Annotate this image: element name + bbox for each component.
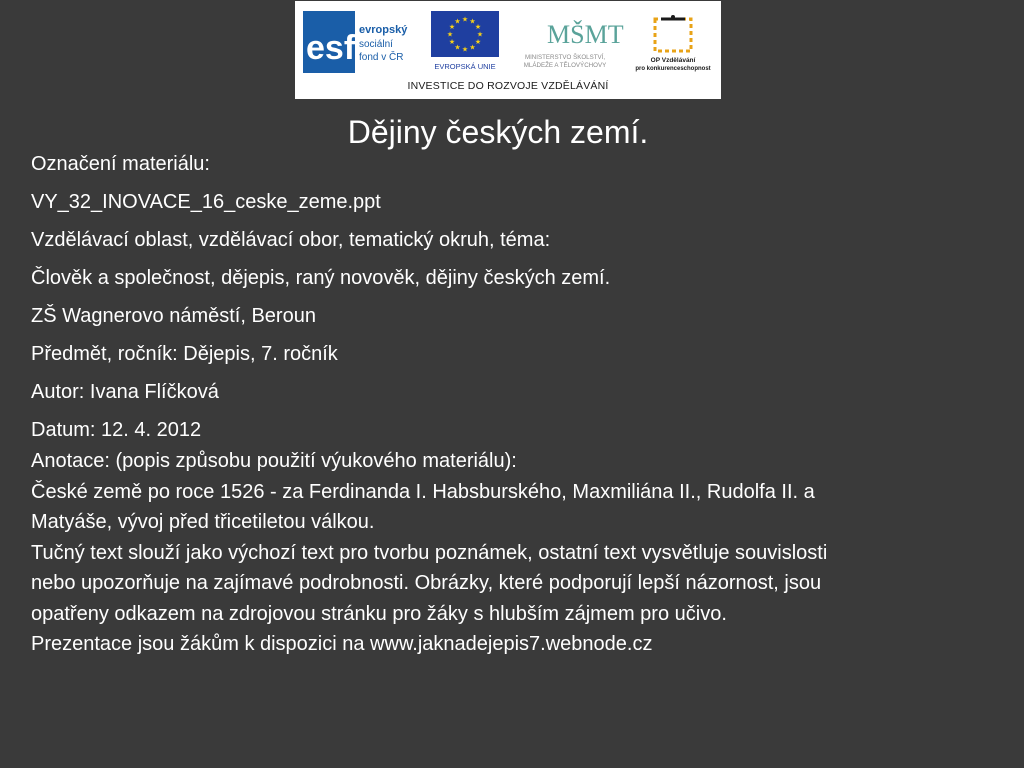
annotation-line: opatřeny odkazem na zdrojovou stránku pro žáky s hlubším zájmem pro učivo.: [31, 602, 727, 625]
esf-logo: [303, 11, 421, 73]
msmt-mark: MŠMT: [547, 20, 624, 49]
eu-star-icon: ★: [446, 30, 454, 39]
eu-star-icon: ★: [461, 15, 469, 24]
slide-title: Dějiny českých zemí.: [347, 114, 649, 150]
msmt-caption-2: MLÁDEŽE A TĚLOVÝCHOVY: [523, 62, 607, 69]
area-label: Vzdělávací oblast, vzdělávací obor, tematický okruh, téma:: [31, 229, 551, 251]
author: Autor: Ivana Flíčková: [31, 381, 219, 403]
annotation-line: Matyáše, vývoj před třicetiletou válkou.: [31, 511, 375, 533]
msmt-caption-1: MINISTERSTVO ŠKOLSTVÍ,: [524, 54, 606, 61]
op-caption-2: pro konkurenceschopnost: [635, 66, 711, 72]
msmt-logo: [507, 11, 625, 73]
eu-caption: EVROPSKÁ UNIE: [434, 62, 496, 71]
op-logo: [631, 11, 715, 73]
logo-banner: [295, 1, 721, 99]
esf-mark: esf: [306, 29, 356, 67]
eu-star-icon: ★: [476, 30, 484, 39]
slide-body: [31, 149, 991, 660]
annotation-line: Anotace: (popis způsobu použití výukového materiálu):: [31, 450, 517, 472]
op-caption-1: OP Vzdělávání: [650, 57, 696, 64]
area-value: Člověk a společnost, dějepis, raný novověk, dějiny českých zemí.: [31, 267, 611, 289]
eu-star-icon: ★: [448, 23, 456, 31]
annotation-line: Prezentace jsou žákům k dispozici na www.jaknadejepis7.webnode.cz: [31, 633, 653, 655]
op-frame-icon: [655, 19, 691, 51]
eu-star-icon: ★: [454, 17, 461, 26]
annotation-line: nebo upozorňuje na zajímavé podrobnosti. Obrázky, které podporují lepší názornost, jsou: [31, 572, 822, 594]
banner-footer-text: INVESTICE DO ROZVOJE VZDĚLÁVÁNÍ: [407, 80, 609, 92]
annotation-line: Tučný text slouží jako výchozí text pro tvorbu poznámek, ostatní text vysvětluje souvislosti: [31, 541, 828, 564]
school-name: ZŠ Wagnerovo náměstí, Beroun: [31, 305, 316, 327]
esf-line-3: fond v ČR: [359, 52, 404, 63]
annotation-paragraph: [31, 446, 991, 660]
esf-line-2: sociální: [359, 39, 393, 50]
esf-line-1: evropský: [359, 24, 408, 36]
annotation-line: České země po roce 1526 - za Ferdinanda I. Habsburského, Maxmiliána II., Rudolfa II. a: [31, 480, 815, 503]
subject-grade: Předmět, ročník: Dějepis, 7. ročník: [31, 343, 338, 365]
eu-star-icon: ★: [474, 38, 482, 46]
eu-flag-logo: [427, 11, 503, 73]
eu-star-icon: ★: [448, 38, 456, 46]
material-code: VY_32_INOVACE_16_ceske_zeme.ppt: [31, 191, 381, 213]
eu-star-icon: ★: [474, 23, 482, 31]
date: Datum: 12. 4. 2012: [31, 419, 202, 441]
eu-star-icon: ★: [461, 45, 469, 54]
eu-star-icon: ★: [469, 17, 476, 26]
eu-star-icon: ★: [454, 43, 461, 52]
material-label: Označení materiálu:: [31, 153, 210, 175]
eu-star-icon: ★: [469, 43, 476, 52]
